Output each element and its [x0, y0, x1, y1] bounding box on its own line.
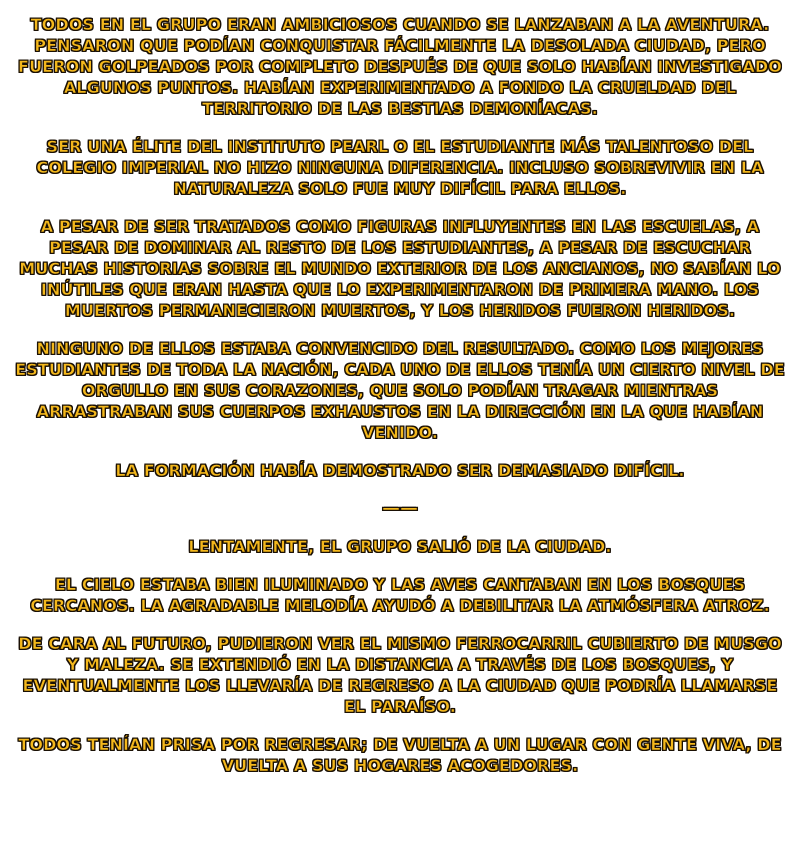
paragraph-7: EL CIELO ESTABA BIEN ILUMINADO Y LAS AVES CANTABAN EN LOS BOSQUES CERCANOS. LA AGRADABLE MELODÍA AYUDÓ A DEBILITAR LA ATMÓSFERA ATROZ. [30, 575, 770, 615]
paragraph-9: TODOS TENÍAN PRISA POR REGRESAR; DE VUELTA A UN LUGAR CON GENTE VIVA, DE VUELTA A SUS HOGARES ACOGEDORES. [18, 735, 782, 775]
scene-separator: —— [382, 498, 418, 519]
paragraph-1: TODOS EN EL GRUPO ERAN AMBICIOSOS CUANDO SE LANZABAN A LA AVENTURA. PENSARON QUE PODÍAN CONQUISTAR FÁCILMENTE LA DESOLADA CIUDAD, PERO FUERON GOLPEADOS POR COMPLETO DESPUÉS DE QUE SOLO HABÍAN INVESTIGADO ALGUNOS PUNTOS. HABÍAN EXPERIMENTADO A FONDO LA CRUELDAD DEL TERRITORIO DE LAS BESTIAS DEMONÍACAS. [18, 15, 782, 118]
paragraph-8: DE CARA AL FUTURO, PUDIERON VER EL MISMO FERROCARRIL CUBIERTO DE MUSGO Y MALEZA. SE EXTENDIÓ EN LA DISTANCIA A TRAVÉS DE LOS BOSQUES, Y EVENTUALMENTE LOS LLEVARÍA DE REGRESO A LA CIUDAD QUE PODRÍA LLAMARSE EL PARAÍSO. [18, 634, 782, 716]
paragraph-3: A PESAR DE SER TRATADOS COMO FIGURAS INFLUYENTES EN LAS ESCUELAS, A PESAR DE DOMINAR AL RESTO DE LOS ESTUDIANTES, A PESAR DE ESCUCHAR MUCHAS HISTORIAS SOBRE EL MUNDO EXTERIOR DE LOS ANCIANOS, NO SABÍAN LO INÚTILES QUE ERAN HASTA QUE LO EXPERIMENTARON DE PRIMERA MANO. LOS MUERTOS PERMANECIERON MUERTOS, Y LOS HERIDOS FUERON HERIDOS. [19, 217, 781, 320]
paragraph-2: SER UNA ÉLITE DEL INSTITUTO PEARL O EL ESTUDIANTE MÁS TALENTOSO DEL COLEGIO IMPERIAL NO HIZO NINGUNA DIFERENCIA. INCLUSO SOBREVIVIR EN LA NATURALEZA SOLO FUE MUY DIFÍCIL PARA ELLOS. [36, 137, 764, 198]
paragraph-4: NINGUNO DE ELLOS ESTABA CONVENCIDO DEL RESULTADO. COMO LOS MEJORES ESTUDIANTES DE TODA LA NACIÓN, CADA UNO DE ELLOS TENÍA UN CIERTO NIVEL DE ORGULLO EN SUS CORAZONES, QUE SOLO PODÍAN TRAGAR MIENTRAS ARRASTRABAN SUS CUERPOS EXHAUSTOS EN LA DIRECCIÓN EN LA QUE HABÍAN VENIDO. [15, 339, 785, 442]
paragraph-5: LA FORMACIÓN HABÍA DEMOSTRADO SER DEMASIADO DIFÍCIL. [115, 461, 685, 480]
paragraph-6: LENTAMENTE, EL GRUPO SALIÓ DE LA CIUDAD. [188, 537, 612, 556]
